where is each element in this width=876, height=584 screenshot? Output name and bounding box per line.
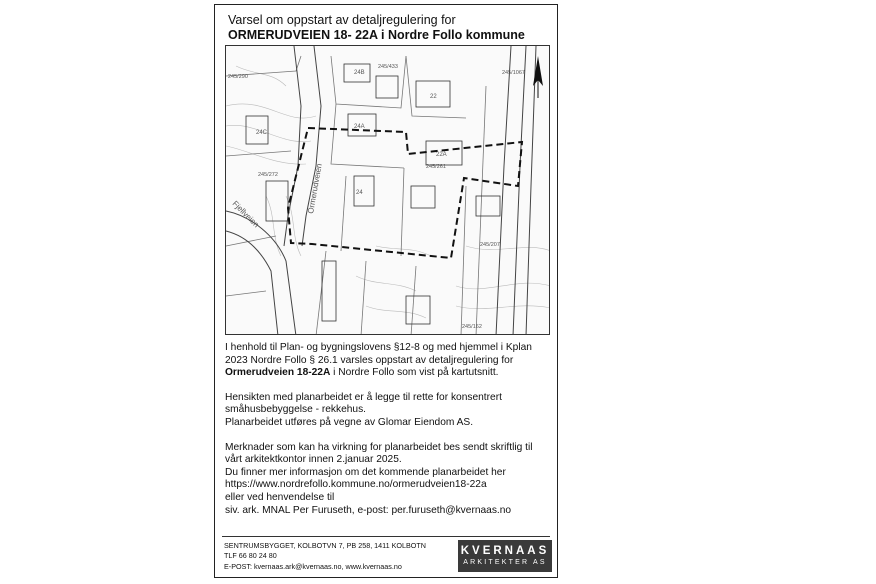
parcel-id: 245/433 bbox=[378, 64, 398, 70]
paragraph-contact-intro: eller ved henvendelse til bbox=[225, 491, 335, 503]
notice-card bbox=[214, 4, 558, 578]
footer-email: E-POST: kvernaas.ark@kvernaas.no, www.kvernaas.no bbox=[224, 561, 402, 571]
buildings bbox=[246, 64, 500, 324]
house-number: 24B bbox=[354, 70, 365, 76]
footer bbox=[222, 536, 550, 575]
house-number: 24A bbox=[354, 124, 365, 130]
footer-address-block bbox=[224, 541, 426, 572]
legal-basis-text-end: i Nordre Follo som vist på kartutsnitt. bbox=[330, 367, 499, 379]
parcel-id: 245/261 bbox=[426, 164, 446, 170]
map-excerpt bbox=[225, 45, 550, 335]
parcel-id: 245/207 bbox=[480, 242, 500, 248]
paragraph-legal-basis bbox=[225, 342, 551, 380]
parcel-id: 245/1067 bbox=[502, 70, 525, 76]
house-number: 22 bbox=[430, 94, 437, 100]
paragraph-comments: Merknader som kan ha virkning for planarbeidet bes sendt skriftlig til vårt arkitektkontor innen 2.januar 2025. bbox=[225, 441, 533, 466]
plan-boundary bbox=[288, 128, 522, 258]
paragraph-client: Planarbeidet utføres på vegne av Glomar Eiendom AS. bbox=[225, 416, 474, 428]
notice-title-line1: Varsel om oppstart av detaljregulering for bbox=[228, 13, 456, 27]
house-number: 22A bbox=[436, 152, 447, 158]
logo-line1: KVERNAAS bbox=[460, 545, 550, 557]
street-label-fjellveien: Fjellveien bbox=[230, 199, 261, 230]
contour-lines bbox=[226, 66, 550, 318]
house-number: 24 bbox=[356, 190, 363, 196]
parcel-id: 245/162 bbox=[462, 324, 482, 330]
plan-name-bold: Ormerudveien 18-22A bbox=[225, 367, 331, 379]
logo-line2: ARKITEKTER AS bbox=[463, 559, 547, 566]
notice-title-line2: ORMERUDVEIEN 18- 22A i Nordre Follo kommune bbox=[228, 28, 525, 42]
legal-basis-text: I henhold til Plan- og bygningslovens §12-8 og med hjemmel i Kplan 2023 Nordre Follo § 26.1 varsles oppstart av detaljregulering for bbox=[225, 342, 532, 366]
info-link[interactable]: https://www.nordrefollo.kommune.no/ormerudveien18-22a bbox=[225, 479, 487, 491]
kvernaas-logo bbox=[458, 540, 552, 572]
notice-body bbox=[225, 342, 551, 517]
paragraph-more-info: Du finner mer informasjon om det kommende planarbeidet her bbox=[225, 466, 506, 478]
paragraph-purpose: Hensikten med planarbeidet er å legge til rette for konsentrert småhusbebyggelse - rekkehus. bbox=[225, 391, 502, 416]
footer-phone: TLF 66 80 24 80 bbox=[224, 551, 277, 561]
parcel-id: 245/290 bbox=[228, 74, 248, 80]
paragraph-contact: siv. ark. MNAL Per Furuseth, e-post: per.furuseth@kvernaas.no bbox=[225, 504, 512, 516]
street-label-ormerudveien: Ormerudveien bbox=[306, 162, 324, 215]
house-number: 24C bbox=[256, 130, 268, 136]
map-drawing bbox=[226, 46, 550, 335]
footer-address: SENTRUMSBYGGET, KOLBOTVN 7, PB 258, 1411 KOLBOTN bbox=[224, 541, 426, 550]
road-lines bbox=[226, 46, 536, 335]
parcel-id: 245/272 bbox=[258, 172, 278, 178]
